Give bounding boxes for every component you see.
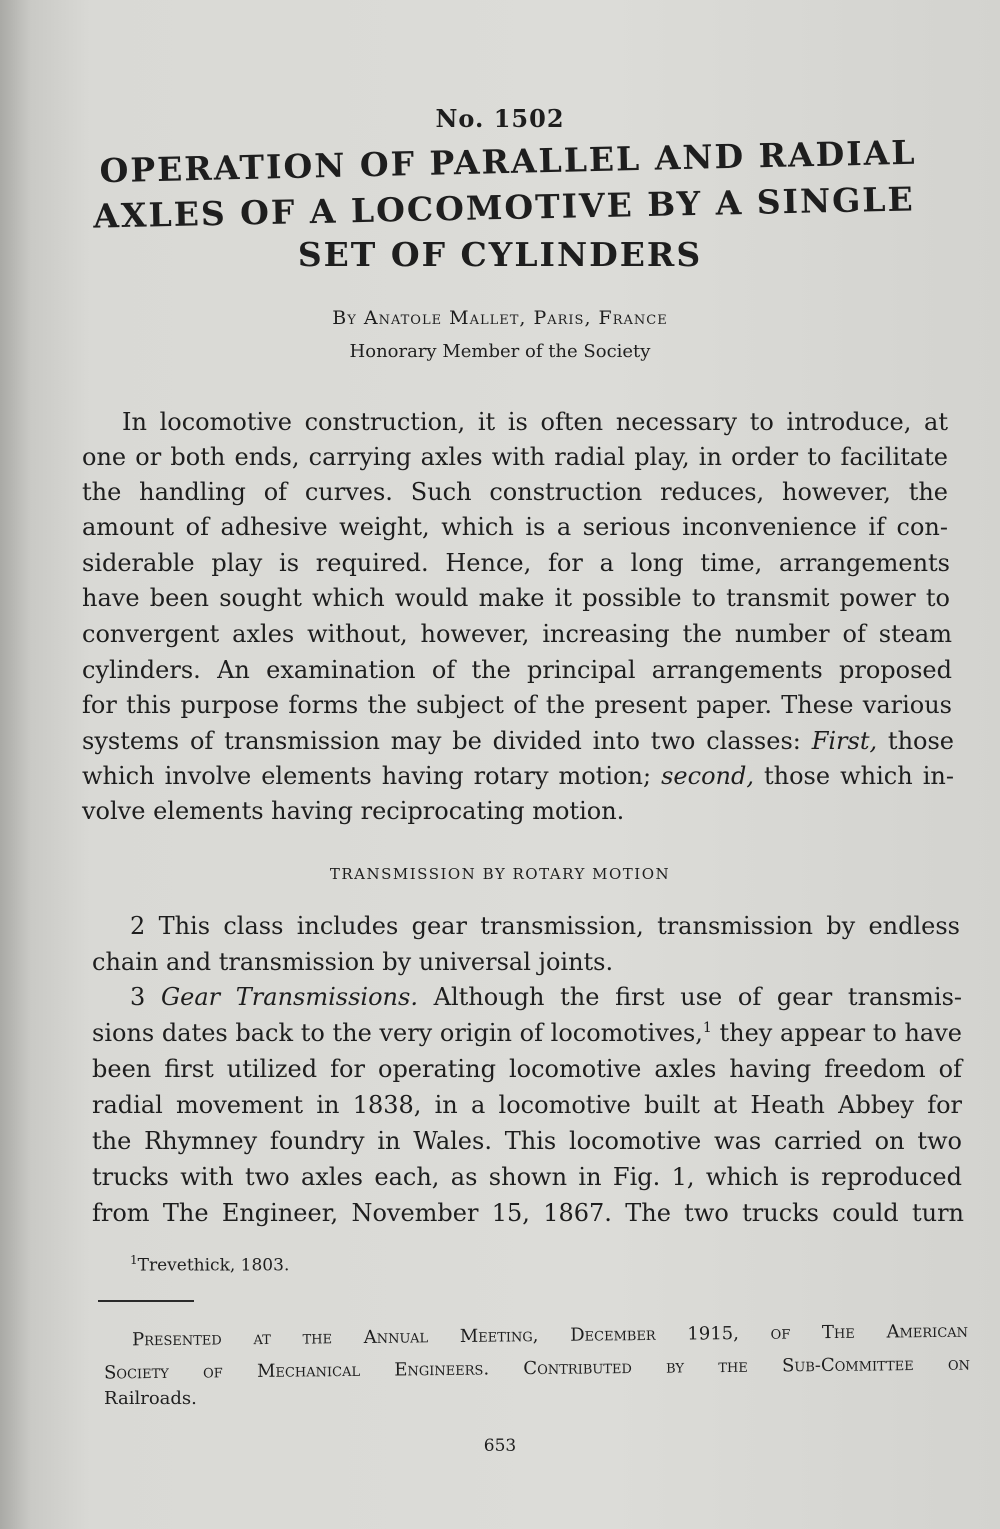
intro-second-label: second, — [661, 762, 754, 790]
intro-line-11-text: which involve elements having rotary motion; — [82, 762, 652, 790]
intro-second-tail: those which in- — [753, 762, 954, 790]
para3-line-6: trucks with two axles each, as shown in Fig. 1, which is reproduced — [92, 1163, 962, 1191]
author-affiliation: Honorary Member of the Society — [349, 341, 651, 362]
para3-line-5: the Rhymney foundry in Wales. This locomotive was carried on two — [92, 1127, 962, 1155]
footnote-text: Trevethick, 1803. — [137, 1255, 290, 1276]
footnote — [130, 1253, 289, 1276]
presented-line-1: Presented at the Annual Meeting, December 1915, of The American — [131, 1320, 969, 1351]
para3-line-4: radial movement in 1838, in a locomotive built at Heath Abbey for — [92, 1091, 962, 1119]
title-line-2: AXLES OF A LOCOMOTIVE BY A SINGLE — [92, 179, 916, 236]
intro-line-1: In locomotive construction, it is often necessary to introduce, at — [122, 408, 948, 436]
para3-line-3: been first utilized for operating locomotive axles having freedom of — [92, 1055, 962, 1083]
para3-line-1 — [130, 983, 962, 1011]
presented-line-2: Society of Mechanical Engineers. Contributed by the Sub-Committee on — [103, 1353, 971, 1384]
footnote-divider — [98, 1300, 194, 1302]
para3-line-2-before: sions dates back to the very origin of locomotives, — [92, 1019, 703, 1047]
intro-line-4: amount of adhesive weight, which is a serious inconvenience if con- — [82, 513, 948, 541]
title-line-1: OPERATION OF PARALLEL AND RADIAL — [99, 132, 917, 191]
para3-italic-title: Gear Transmissions. — [160, 983, 418, 1011]
presented-line-3: Railroads. — [104, 1388, 197, 1409]
intro-line-12: volve elements having reciprocating motion. — [82, 797, 625, 825]
intro-first-label: First, — [811, 727, 878, 755]
intro-line-10-text: systems of transmission may be divided into two classes: — [82, 727, 801, 755]
footnote-mark: 1 — [130, 1253, 138, 1267]
intro-line-9: for this purpose forms the subject of the present paper. These various — [82, 691, 952, 719]
intro-first-tail: those — [877, 727, 954, 755]
intro-line-10 — [82, 727, 954, 755]
para2-line-2: chain and transmission by universal joints. — [92, 948, 614, 976]
section-heading: TRANSMISSION BY ROTARY MOTION — [329, 865, 671, 883]
intro-line-8: cylinders. An examination of the principal arrangements proposed — [82, 656, 952, 684]
para3-number: 3 — [130, 983, 161, 1011]
para3-first-rest: Although the first use of gear transmis- — [417, 983, 962, 1011]
page-number: 653 — [483, 1436, 517, 1456]
intro-line-2: one or both ends, carrying axles with radial play, in order to facilitate — [82, 443, 948, 471]
para3-line-7: from The Engineer, November 15, 1867. The two trucks could turn — [92, 1199, 964, 1227]
para3-line-2-after: they appear to have — [711, 1019, 962, 1047]
para3-line-2 — [92, 1019, 962, 1047]
intro-line-11 — [82, 762, 954, 790]
footnote-ref: 1 — [702, 1020, 712, 1036]
intro-line-5: siderable play is required. Hence, for a long time, arrangements — [82, 549, 950, 577]
author-byline: By Anatole Mallet, Paris, France — [332, 307, 668, 329]
intro-line-6: have been sought which would make it possible to transmit power to — [82, 584, 950, 612]
para2-line-1: 2 This class includes gear transmission, transmission by endless — [130, 912, 960, 940]
paper-number: No. 1502 — [435, 104, 565, 133]
title-line-3: SET OF CYLINDERS — [297, 235, 703, 274]
intro-line-3: the handling of curves. Such construction reduces, however, the — [82, 478, 948, 506]
intro-line-7: convergent axles without, however, increasing the number of steam — [82, 620, 952, 648]
